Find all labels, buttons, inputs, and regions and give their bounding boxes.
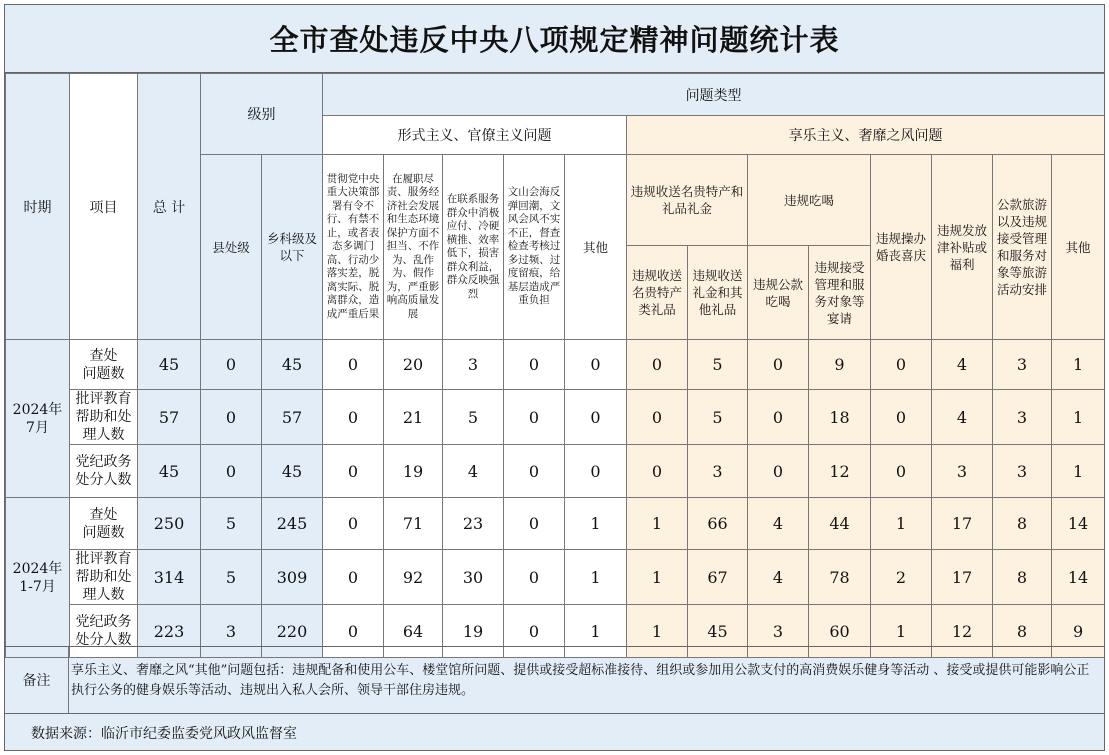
value-cell: 0 [748,340,809,390]
table-row [6,390,1105,445]
value-cell: 3 [748,605,809,658]
header-formalism-col: 在联系服务群众中消极应付、冷硬横推、效率低下，损害群众利益，群众反映强烈 [443,155,504,340]
value-cell: 4 [443,445,504,498]
value-cell: 1 [565,605,627,658]
value-cell: 8 [993,550,1052,605]
value-cell: 0 [504,550,565,605]
value-cell: 0 [323,498,384,550]
value-cell: 0 [627,445,688,498]
value-cell: 0 [201,340,262,390]
header-hedonism-group: 享乐主义、奢靡之风问题 [627,116,1105,155]
value-cell: 19 [443,605,504,658]
value-cell: 5 [201,498,262,550]
value-cell: 1 [627,550,688,605]
value-cell: 23 [443,498,504,550]
value-cell: 250 [138,498,201,550]
header-public-travel: 公款旅游以及违规接受管理和服务对象等旅游活动安排 [993,155,1052,340]
header-formalism-col: 贯彻党中央重大决策部署有令不行、有禁不止，或者表态多调门高、行动少落实差，脱离实际、脱离群众，造成严重后果 [323,155,384,340]
value-cell: 20 [384,340,443,390]
value-cell: 2 [871,550,932,605]
value-cell: 3 [993,340,1052,390]
row-item-label: 党纪政务 处分人数 [70,445,138,498]
value-cell: 92 [384,550,443,605]
statistics-sheet [4,4,1105,751]
period-label: 2024年 1-7月 [6,498,70,658]
value-cell: 44 [809,498,871,550]
value-cell: 0 [201,390,262,445]
value-cell: 3 [688,445,748,498]
value-cell: 3 [443,340,504,390]
value-cell: 1 [1052,340,1105,390]
value-cell: 0 [565,340,627,390]
value-cell: 4 [932,390,993,445]
value-cell: 14 [1052,550,1105,605]
value-cell: 1 [1052,390,1105,445]
value-cell: 1 [871,605,932,658]
value-cell: 4 [748,498,809,550]
value-cell: 3 [993,390,1052,445]
header-gift-col: 违规收送礼金和其他礼品 [688,246,748,340]
value-cell: 57 [138,390,201,445]
header-formalism-col: 在履职尽责、服务经济社会发展和生态环境保护方面不担当、不作为、乱作为、假作为，严重影响高质量发展 [384,155,443,340]
header-gift-group: 违规收送名贵特产和礼品礼金 [627,155,748,246]
value-cell: 0 [323,340,384,390]
value-cell: 5 [201,550,262,605]
value-cell: 3 [993,445,1052,498]
value-cell: 45 [688,605,748,658]
row-item-label: 批评教育 帮助和处 理人数 [70,390,138,445]
header-problem-type: 问题类型 [323,74,1105,116]
table-row [6,498,1105,550]
value-cell: 0 [871,445,932,498]
value-cell: 0 [748,390,809,445]
note-row [5,646,1104,713]
row-item-label: 查处 问题数 [70,498,138,550]
row-item-label: 批评教育 帮助和处 理人数 [70,550,138,605]
value-cell: 3 [932,445,993,498]
header-county-level: 县处级 [201,155,262,340]
header-item: 项目 [70,74,138,340]
value-cell: 0 [323,550,384,605]
header-total: 总 计 [138,74,201,340]
value-cell: 0 [504,340,565,390]
note-label: 备注 [5,647,69,713]
header-allowances: 违规发放津补贴或福利 [932,155,993,340]
value-cell: 17 [932,550,993,605]
table-row [6,550,1105,605]
header-formalism-col: 文山会海反弹回潮，文风会风不实不正，督查检查考核过多过频、过度留痕，给基层造成严重负担 [504,155,565,340]
value-cell: 9 [1052,605,1105,658]
value-cell: 12 [932,605,993,658]
value-cell: 57 [262,390,323,445]
header-hedonism-other: 其他 [1052,155,1105,340]
value-cell: 8 [993,605,1052,658]
value-cell: 17 [932,498,993,550]
value-cell: 45 [138,340,201,390]
value-cell: 45 [262,340,323,390]
value-cell: 78 [809,550,871,605]
value-cell: 220 [262,605,323,658]
value-cell: 19 [384,445,443,498]
header-gift-col: 违规收送名贵特产类礼品 [627,246,688,340]
value-cell: 0 [323,390,384,445]
value-cell: 5 [443,390,504,445]
value-cell: 1 [871,498,932,550]
value-cell: 4 [748,550,809,605]
value-cell: 71 [384,498,443,550]
value-cell: 0 [201,445,262,498]
value-cell: 14 [1052,498,1105,550]
value-cell: 309 [262,550,323,605]
value-cell: 0 [627,340,688,390]
header-level: 级别 [201,74,323,155]
header-dining-group: 违规吃喝 [748,155,871,246]
value-cell: 0 [871,340,932,390]
header-period: 时期 [6,74,70,340]
period-label: 2024年 7月 [6,340,70,498]
header-township-below: 乡科级及以下 [262,155,323,340]
value-cell: 314 [138,550,201,605]
value-cell: 0 [565,390,627,445]
value-cell: 1 [565,550,627,605]
value-cell: 5 [688,390,748,445]
value-cell: 0 [504,498,565,550]
value-cell: 64 [384,605,443,658]
value-cell: 9 [809,340,871,390]
header-weddings-funerals: 违规操办婚丧喜庆 [871,155,932,340]
value-cell: 0 [323,605,384,658]
value-cell: 0 [323,445,384,498]
value-cell: 1 [565,498,627,550]
row-item-label: 查处 问题数 [70,340,138,390]
value-cell: 0 [627,390,688,445]
value-cell: 67 [688,550,748,605]
value-cell: 4 [932,340,993,390]
table-row [6,340,1105,390]
value-cell: 21 [384,390,443,445]
value-cell: 0 [871,390,932,445]
value-cell: 60 [809,605,871,658]
value-cell: 45 [138,445,201,498]
value-cell: 5 [688,340,748,390]
value-cell: 45 [262,445,323,498]
value-cell: 0 [504,605,565,658]
value-cell: 245 [262,498,323,550]
header-dining-col: 违规公款吃喝 [748,246,809,340]
header-formalism-group: 形式主义、官僚主义问题 [323,116,627,155]
value-cell: 3 [201,605,262,658]
value-cell: 223 [138,605,201,658]
value-cell: 0 [748,445,809,498]
value-cell: 12 [809,445,871,498]
value-cell: 66 [688,498,748,550]
value-cell: 18 [809,390,871,445]
note-text: 享乐主义、奢靡之风“其他”问题包括：违规配备和使用公车、楼堂馆所问题、提供或接受超标准接待、组织或参加用公款支付的高消费娱乐健身等活动 、接受或提供可能影响公正执行公务的健身娱乐等活动、违规出入私人会所、领导干部住房违规。 [71,663,1090,698]
value-cell: 1 [627,605,688,658]
value-cell: 0 [504,445,565,498]
value-cell: 8 [993,498,1052,550]
value-cell: 1 [627,498,688,550]
statistics-table [5,73,1105,658]
value-cell: 30 [443,550,504,605]
value-cell: 0 [504,390,565,445]
data-source: 数据来源：临沂市纪委监委党风政风监督室 [5,713,1104,751]
header-dining-col: 违规接受管理和服务对象等宴请 [809,246,871,340]
value-cell: 1 [1052,445,1105,498]
value-cell: 0 [565,445,627,498]
table-title: 全市查处违反中央八项规定精神问题统计表 [5,5,1104,73]
header-formalism-other: 其他 [565,155,627,340]
table-row [6,445,1105,498]
row-item-label: 党纪政务 处分人数 [70,605,138,658]
